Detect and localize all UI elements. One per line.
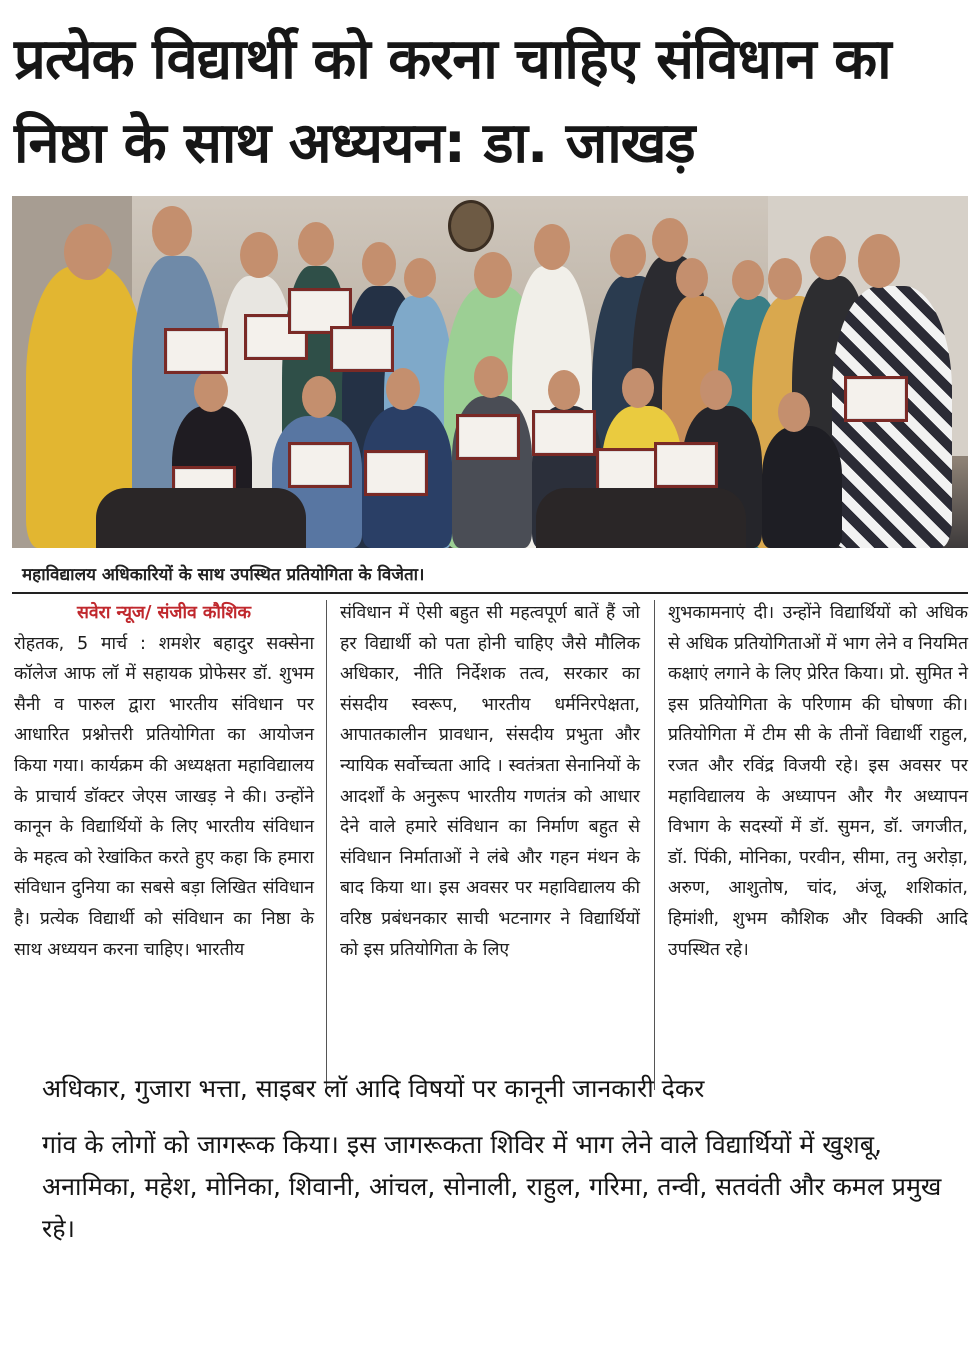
lower-article-text: गांव के लोगों को जागरूक किया। इस जागरूकता शिविर में भाग लेने वाले विद्यार्थियों में खुशबू, अनामिका, महेश, मोनिका, शिवानी, आंचल, सोनाली, राहुल, गरिमा, तन्वी, सतवंती और कमल प्रमुख रहे।	[42, 1130, 942, 1243]
person-head	[652, 218, 688, 262]
photo-wall-frame	[448, 200, 494, 252]
person-head	[610, 234, 646, 278]
certificate	[330, 326, 394, 372]
person-head	[732, 260, 764, 300]
column-3-text: शुभकामनाएं दी। उन्होंने विद्यार्थियों को अधिक से अधिक प्रतियोगिताओं में भाग लेने व नियमित कक्षाएं लगाने के लिए प्रेरित किया। प्रो. सुमित ने इस प्रतियोगिता के परिणाम की घोषणा की। प्रतियोगिता में टीम सी के तीनों विद्यार्थी राहुल, रजत और रविंद्र विजयी रहे। इस अवसर पर महाविद्यालय के अध्यापन और गैर अध्यापन विभाग के सदस्यों में डॉ. सुमन, डॉ. जगजीत, डॉ. पिंकी, मोनिका, परवीन, सीमा, तनु अरोड़ा, अरुण, आशुतोष, चांद, अंजू, शशिकांत, हिमांशी, शुभम कौशिक और विक्की आदि उपस्थित रहे।	[668, 603, 968, 960]
person-head	[548, 370, 580, 410]
lower-cut-text: अधिकार, गुजारा भत्ता, साइबर लॉ आदि विषयों पर कानूनी जानकारी देकर	[42, 1074, 705, 1103]
person-head	[302, 376, 336, 418]
column-1-text: रोहतक, 5 मार्च : शमशेर बहादुर सक्सेना कॉलेज आफ लॉ में सहायक प्रोफेसर डॉ. शुभम सैनी व पारुल द्वारा भारतीय संविधान पर आधारित प्रश्नोत्तरी प्रतियोगिता का आयोजन किया गया। कार्यक्रम की अध्यक्षता महाविद्यालय के प्राचार्य डॉक्टर जेएस जाखड़ ने की। उन्होंने कानून के विद्यार्थियों के लिए भारतीय संविधान के महत्व को रेखांकित करते हुए कहा कि हमारा संविधान दुनिया का सबसे बड़ा लिखित संविधान है। प्रत्येक विद्यार्थी को संविधान का निष्ठा के साथ अध्ययन करना चाहिए। भारतीय	[14, 633, 314, 960]
person-head	[768, 258, 802, 300]
column-divider	[654, 600, 655, 1090]
person	[762, 426, 842, 548]
person-head	[622, 368, 654, 408]
person-head	[858, 234, 900, 288]
person-head	[810, 236, 846, 280]
person-head	[474, 356, 508, 398]
person-head	[534, 224, 570, 270]
certificate	[364, 450, 428, 496]
certificate	[654, 442, 718, 488]
certificate	[288, 442, 352, 488]
person-head	[404, 258, 436, 298]
article-column-2	[340, 598, 640, 965]
caption-bar	[12, 558, 968, 594]
person-head	[362, 242, 396, 286]
photo-caption: महाविद्यालय अधिकारियों के साथ उपस्थित प्रतियोगिता के विजेता।	[22, 565, 425, 585]
person-head	[778, 392, 810, 432]
person-head	[298, 222, 334, 266]
article-column-3	[668, 598, 968, 965]
byline: सवेरा न्यूज/ संजीव कौशिक	[76, 603, 252, 623]
person-head	[152, 206, 192, 256]
certificate	[532, 410, 596, 456]
chair	[536, 488, 746, 548]
certificate	[456, 414, 520, 460]
person-head	[240, 232, 278, 278]
person-head	[474, 252, 512, 298]
column-2-text: संविधान में ऐसी बहुत सी महत्वपूर्ण बातें हैं जो हर विद्यार्थी को पता होनी चाहिए जैसे मौलिक अधिकार, नीति निर्देशक तत्व, सरकार का संसदीय स्वरूप, भारतीय धर्मनिरपेक्षता, आपातकालीन प्रावधान, संसदीय प्रभुता और न्यायिक सर्वोच्चता आदि । स्वतंत्रता सेनानियों के आदर्शों के अनुरूप भारतीय गणतंत्र को आधार देने वाले हमारे संविधान का निर्माण बहुत से संविधान निर्माताओं ने लंबे और गहन मंथन के बाद किया था। इस अवसर पर महाविद्यालय की वरिष्ठ प्रबंधनकार साची भटनागर ने विद्यार्थियों को इस प्रतियोगिता के लिए	[340, 603, 640, 960]
person-head	[386, 368, 420, 410]
person-head	[64, 224, 112, 280]
chair	[96, 488, 306, 548]
article-column-1	[14, 598, 314, 965]
group-photo	[12, 196, 968, 548]
person-head	[676, 258, 708, 298]
person-head	[194, 370, 228, 412]
person-head	[700, 370, 732, 410]
certificate	[844, 376, 908, 422]
certificate	[164, 328, 228, 374]
lower-cut-line	[42, 1074, 952, 1112]
headline: प्रत्येक विद्यार्थी को करना चाहिए संविधान का निष्ठा के साथ अध्ययन: डा. जाखड़	[14, 27, 891, 176]
column-divider	[326, 600, 327, 1090]
